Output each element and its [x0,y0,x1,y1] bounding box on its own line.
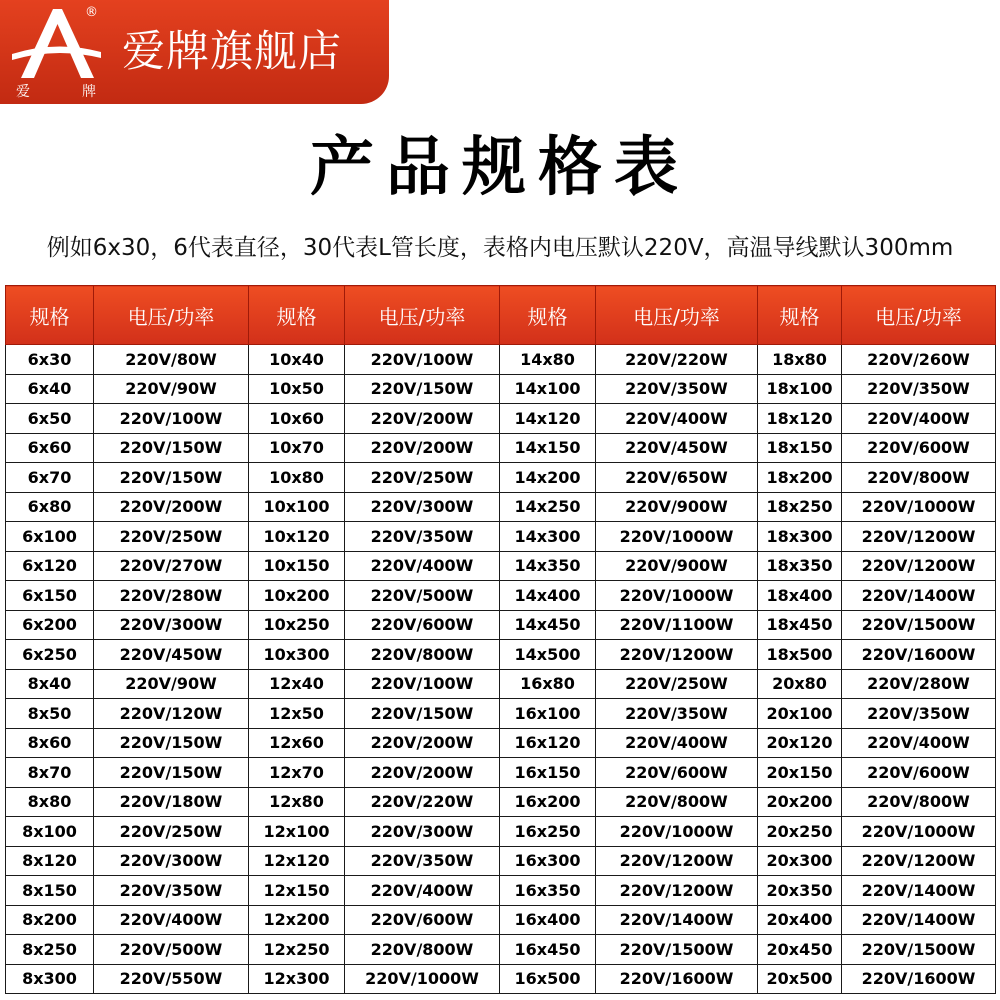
spec-cell: 10x300 [249,640,345,670]
spec-table-header [6,286,996,345]
logo-registered-mark: ® [85,5,98,20]
table-row [6,817,996,847]
spec-cell: 14x150 [500,433,596,463]
voltage-power-cell: 220V/400W [842,404,996,434]
voltage-power-cell: 220V/600W [596,758,758,788]
spec-cell: 6x60 [6,433,94,463]
voltage-power-cell: 220V/1600W [842,640,996,670]
voltage-power-cell: 220V/600W [345,905,500,935]
header-spec: 规格 [758,286,842,345]
header-voltage-power: 电压/功率 [842,286,996,345]
voltage-power-cell: 220V/350W [596,699,758,729]
spec-cell: 8x150 [6,876,94,906]
voltage-power-cell: 220V/400W [94,905,249,935]
spec-cell: 6x250 [6,640,94,670]
spec-cell: 10x150 [249,551,345,581]
voltage-power-cell: 220V/400W [596,728,758,758]
voltage-power-cell: 220V/200W [345,758,500,788]
spec-table [5,285,996,994]
spec-cell: 18x500 [758,640,842,670]
voltage-power-cell: 220V/250W [596,669,758,699]
voltage-power-cell: 220V/900W [596,551,758,581]
table-row [6,846,996,876]
voltage-power-cell: 220V/1100W [596,610,758,640]
page-subtitle: 例如6x30，6代表直径，30代表L管长度，表格内电压默认220V，高温导线默认300mm [46,235,954,261]
voltage-power-cell: 220V/300W [94,846,249,876]
spec-cell: 6x120 [6,551,94,581]
table-row [6,433,996,463]
spec-cell: 6x50 [6,404,94,434]
voltage-power-cell: 220V/280W [842,669,996,699]
spec-cell: 12x150 [249,876,345,906]
spec-cell: 18x120 [758,404,842,434]
spec-cell: 14x350 [500,551,596,581]
spec-cell: 20x250 [758,817,842,847]
voltage-power-cell: 220V/1200W [842,846,996,876]
spec-cell: 12x300 [249,964,345,994]
spec-cell: 20x350 [758,876,842,906]
voltage-power-cell: 220V/100W [94,404,249,434]
table-row [6,669,996,699]
voltage-power-cell: 220V/500W [345,581,500,611]
spec-cell: 16x80 [500,669,596,699]
voltage-power-cell: 220V/1000W [842,492,996,522]
voltage-power-cell: 220V/100W [345,669,500,699]
spec-cell: 14x400 [500,581,596,611]
spec-cell: 14x250 [500,492,596,522]
spec-cell: 16x500 [500,964,596,994]
spec-cell: 18x150 [758,433,842,463]
spec-cell: 16x350 [500,876,596,906]
table-row [6,964,996,994]
voltage-power-cell: 220V/250W [94,817,249,847]
spec-cell: 10x120 [249,522,345,552]
spec-cell: 12x250 [249,935,345,965]
spec-cell: 8x120 [6,846,94,876]
voltage-power-cell: 220V/800W [345,935,500,965]
voltage-power-cell: 220V/1400W [842,876,996,906]
spec-cell: 12x50 [249,699,345,729]
voltage-power-cell: 220V/1200W [596,846,758,876]
spec-cell: 16x150 [500,758,596,788]
voltage-power-cell: 220V/800W [842,463,996,493]
voltage-power-cell: 220V/1200W [596,876,758,906]
voltage-power-cell: 220V/200W [345,433,500,463]
spec-cell: 10x250 [249,610,345,640]
spec-cell: 10x80 [249,463,345,493]
spec-cell: 14x200 [500,463,596,493]
voltage-power-cell: 220V/550W [94,964,249,994]
voltage-power-cell: 220V/1200W [596,640,758,670]
voltage-power-cell: 220V/1000W [596,581,758,611]
voltage-power-cell: 220V/1500W [842,935,996,965]
brand-banner [0,0,389,104]
spec-cell: 6x200 [6,610,94,640]
voltage-power-cell: 220V/350W [345,522,500,552]
spec-cell: 10x40 [249,345,345,375]
header-row [6,286,996,345]
table-row [6,345,996,375]
voltage-power-cell: 220V/280W [94,581,249,611]
voltage-power-cell: 220V/600W [345,610,500,640]
spec-cell: 6x30 [6,345,94,375]
spec-cell: 16x250 [500,817,596,847]
table-row [6,610,996,640]
spec-cell: 18x200 [758,463,842,493]
page-title: 产品规格表 [310,131,690,205]
voltage-power-cell: 220V/450W [596,433,758,463]
spec-cell: 20x150 [758,758,842,788]
table-row [6,551,996,581]
spec-cell: 20x80 [758,669,842,699]
voltage-power-cell: 220V/800W [842,787,996,817]
spec-cell: 12x200 [249,905,345,935]
header-spec: 规格 [249,286,345,345]
voltage-power-cell: 220V/150W [94,758,249,788]
table-row [6,463,996,493]
voltage-power-cell: 220V/400W [345,551,500,581]
table-row [6,905,996,935]
voltage-power-cell: 220V/350W [842,374,996,404]
voltage-power-cell: 220V/200W [345,728,500,758]
voltage-power-cell: 220V/1500W [596,935,758,965]
voltage-power-cell: 220V/1000W [345,964,500,994]
voltage-power-cell: 220V/600W [842,433,996,463]
spec-cell: 8x50 [6,699,94,729]
spec-cell: 20x120 [758,728,842,758]
voltage-power-cell: 220V/150W [94,728,249,758]
spec-cell: 14x300 [500,522,596,552]
voltage-power-cell: 220V/600W [842,758,996,788]
spec-cell: 8x250 [6,935,94,965]
spec-cell: 20x300 [758,846,842,876]
voltage-power-cell: 220V/400W [842,728,996,758]
voltage-power-cell: 220V/300W [345,817,500,847]
spec-cell: 14x450 [500,610,596,640]
table-row [6,758,996,788]
voltage-power-cell: 220V/150W [345,374,500,404]
voltage-power-cell: 220V/250W [94,522,249,552]
brand-logo-icon [6,2,106,102]
voltage-power-cell: 220V/1500W [842,610,996,640]
voltage-power-cell: 220V/150W [94,463,249,493]
spec-cell: 20x200 [758,787,842,817]
voltage-power-cell: 220V/1200W [842,551,996,581]
voltage-power-cell: 220V/90W [94,374,249,404]
voltage-power-cell: 220V/900W [596,492,758,522]
table-row [6,404,996,434]
table-row [6,640,996,670]
spec-cell: 8x60 [6,728,94,758]
spec-cell: 8x80 [6,787,94,817]
spec-cell: 12x70 [249,758,345,788]
voltage-power-cell: 220V/1000W [596,817,758,847]
voltage-power-cell: 220V/400W [345,876,500,906]
spec-cell: 8x40 [6,669,94,699]
voltage-power-cell: 220V/270W [94,551,249,581]
voltage-power-cell: 220V/220W [345,787,500,817]
voltage-power-cell: 220V/1400W [842,581,996,611]
spec-cell: 6x40 [6,374,94,404]
voltage-power-cell: 220V/90W [94,669,249,699]
spec-cell: 12x60 [249,728,345,758]
spec-cell: 16x400 [500,905,596,935]
spec-cell: 10x70 [249,433,345,463]
voltage-power-cell: 220V/150W [94,433,249,463]
voltage-power-cell: 220V/220W [596,345,758,375]
spec-cell: 18x300 [758,522,842,552]
spec-cell: 14x100 [500,374,596,404]
header-spec: 规格 [6,286,94,345]
voltage-power-cell: 220V/1600W [596,964,758,994]
voltage-power-cell: 220V/1200W [842,522,996,552]
voltage-power-cell: 220V/180W [94,787,249,817]
spec-cell: 20x400 [758,905,842,935]
voltage-power-cell: 220V/300W [345,492,500,522]
spec-cell: 18x450 [758,610,842,640]
spec-cell: 8x70 [6,758,94,788]
spec-cell: 14x80 [500,345,596,375]
spec-cell: 12x120 [249,846,345,876]
spec-cell: 16x120 [500,728,596,758]
spec-cell: 18x80 [758,345,842,375]
voltage-power-cell: 220V/100W [345,345,500,375]
brand-name: 爱牌旗舰店 [122,27,342,77]
table-row [6,787,996,817]
table-row [6,581,996,611]
spec-cell: 14x120 [500,404,596,434]
spec-cell: 16x100 [500,699,596,729]
voltage-power-cell: 220V/450W [94,640,249,670]
header-voltage-power: 电压/功率 [596,286,758,345]
header-voltage-power: 电压/功率 [94,286,249,345]
voltage-power-cell: 220V/350W [345,846,500,876]
spec-cell: 6x100 [6,522,94,552]
voltage-power-cell: 220V/1400W [596,905,758,935]
spec-cell: 20x450 [758,935,842,965]
table-row [6,492,996,522]
header-voltage-power: 电压/功率 [345,286,500,345]
spec-cell: 20x500 [758,964,842,994]
table-row [6,374,996,404]
table-row [6,935,996,965]
spec-cell: 14x500 [500,640,596,670]
table-row [6,699,996,729]
spec-cell: 10x60 [249,404,345,434]
logo-char-left: 爱 [16,84,30,100]
voltage-power-cell: 220V/650W [596,463,758,493]
voltage-power-cell: 220V/250W [345,463,500,493]
spec-cell: 6x80 [6,492,94,522]
logo-char-right: 牌 [82,84,96,100]
voltage-power-cell: 220V/300W [94,610,249,640]
spec-cell: 10x200 [249,581,345,611]
table-row [6,522,996,552]
voltage-power-cell: 220V/120W [94,699,249,729]
spec-cell: 6x70 [6,463,94,493]
spec-cell: 8x200 [6,905,94,935]
spec-cell: 12x80 [249,787,345,817]
spec-cell: 18x400 [758,581,842,611]
table-row [6,876,996,906]
spec-cell: 6x150 [6,581,94,611]
voltage-power-cell: 220V/800W [596,787,758,817]
table-row [6,728,996,758]
voltage-power-cell: 220V/150W [345,699,500,729]
spec-cell: 12x100 [249,817,345,847]
voltage-power-cell: 220V/200W [345,404,500,434]
voltage-power-cell: 220V/350W [596,374,758,404]
voltage-power-cell: 220V/800W [345,640,500,670]
voltage-power-cell: 220V/1400W [842,905,996,935]
voltage-power-cell: 220V/200W [94,492,249,522]
spec-cell: 10x50 [249,374,345,404]
spec-table-body [6,345,996,994]
spec-cell: 8x100 [6,817,94,847]
spec-cell: 20x100 [758,699,842,729]
spec-cell: 16x300 [500,846,596,876]
voltage-power-cell: 220V/260W [842,345,996,375]
spec-cell: 12x40 [249,669,345,699]
voltage-power-cell: 220V/350W [94,876,249,906]
header-spec: 规格 [500,286,596,345]
voltage-power-cell: 220V/1000W [842,817,996,847]
voltage-power-cell: 220V/400W [596,404,758,434]
voltage-power-cell: 220V/1600W [842,964,996,994]
spec-cell: 8x300 [6,964,94,994]
voltage-power-cell: 220V/80W [94,345,249,375]
spec-cell: 18x100 [758,374,842,404]
spec-cell: 16x450 [500,935,596,965]
spec-cell: 16x200 [500,787,596,817]
voltage-power-cell: 220V/1000W [596,522,758,552]
voltage-power-cell: 220V/350W [842,699,996,729]
spec-cell: 18x250 [758,492,842,522]
voltage-power-cell: 220V/500W [94,935,249,965]
spec-cell: 18x350 [758,551,842,581]
spec-cell: 10x100 [249,492,345,522]
